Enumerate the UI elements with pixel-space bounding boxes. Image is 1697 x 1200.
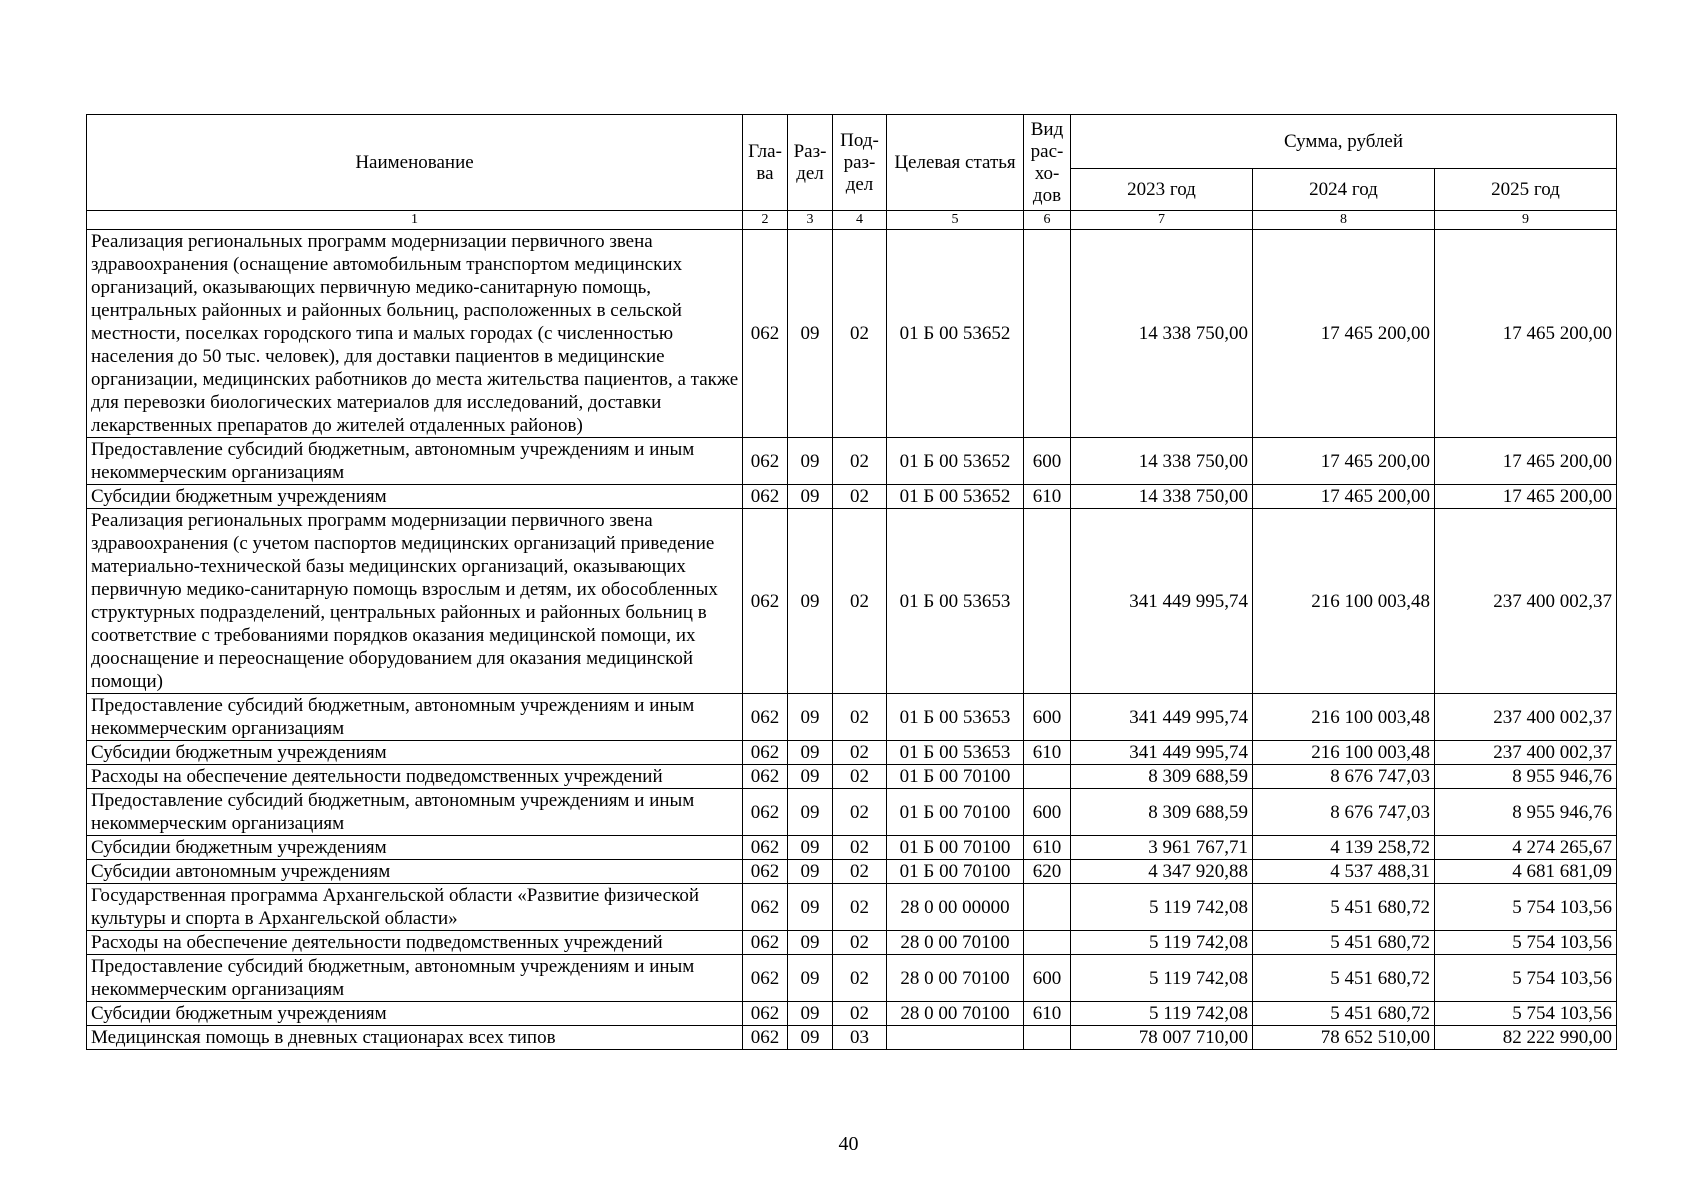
cell-sum-2023: 78 007 710,00 — [1071, 1026, 1253, 1050]
cell-name: Реализация региональных программ модернизации первичного звена здравоохранения (с учетом паспортов медицинских организаций приведение материально-технической базы медицинских организаций, оказывающих первичную медико-санитарную помощь взрослым и детям, их обособленных структурных подразделений, центральных районных и районных больниц в соответствие с требованиями порядков оказания медицинской помощи, их дооснащение и переоснащение оборудованием для оказания медицинской помощи) — [87, 509, 743, 694]
cell-sum-2025: 5 754 103,56 — [1435, 884, 1617, 931]
header-sum: Сумма, рублей — [1071, 115, 1617, 169]
cell-expense-type: 610 — [1024, 485, 1071, 509]
cell-sum-2025: 5 754 103,56 — [1435, 955, 1617, 1002]
cell-subsection: 02 — [833, 741, 887, 765]
cell-expense-type: 600 — [1024, 955, 1071, 1002]
cell-sum-2023: 5 119 742,08 — [1071, 1002, 1253, 1026]
cell-chapter: 062 — [743, 836, 788, 860]
cell-name: Медицинская помощь в дневных стационарах всех типов — [87, 1026, 743, 1050]
cell-sum-2023: 8 309 688,59 — [1071, 765, 1253, 789]
cell-sum-2025: 17 465 200,00 — [1435, 485, 1617, 509]
table-row — [87, 765, 1617, 789]
cell-sum-2023: 341 449 995,74 — [1071, 741, 1253, 765]
cell-target-article: 01 Б 00 53653 — [887, 509, 1024, 694]
table-row — [87, 789, 1617, 836]
cell-target-article: 01 Б 00 70100 — [887, 860, 1024, 884]
cell-section: 09 — [788, 230, 833, 438]
cell-target-article — [887, 1026, 1024, 1050]
cell-name: Реализация региональных программ модернизации первичного звена здравоохранения (оснащение автомобильным транспортом медицинских организаций, оказывающих первичную медико-санитарную помощь, центральных районных и районных больниц, расположенных в сельской местности, поселках городского типа и малых городах (с численностью населения до 50 тыс. человек), для доставки пациентов в медицинские организации, медицинских работников до места жительства пациентов, а также для перевозки биологических материалов для исследований, доставки лекарственных препаратов до жителей отдаленных районов) — [87, 230, 743, 438]
cell-target-article: 28 0 00 00000 — [887, 884, 1024, 931]
table-row — [87, 955, 1617, 1002]
cell-chapter: 062 — [743, 509, 788, 694]
cell-sum-2023: 341 449 995,74 — [1071, 509, 1253, 694]
cell-sum-2024: 216 100 003,48 — [1253, 694, 1435, 741]
cell-sum-2023: 3 961 767,71 — [1071, 836, 1253, 860]
cell-sum-2025: 8 955 946,76 — [1435, 789, 1617, 836]
cell-sum-2025: 237 400 002,37 — [1435, 694, 1617, 741]
cell-sum-2024: 17 465 200,00 — [1253, 485, 1435, 509]
cell-chapter: 062 — [743, 789, 788, 836]
cell-subsection: 02 — [833, 931, 887, 955]
cell-target-article: 01 Б 00 70100 — [887, 789, 1024, 836]
cell-subsection: 02 — [833, 485, 887, 509]
cell-chapter: 062 — [743, 485, 788, 509]
cell-name: Расходы на обеспечение деятельности подведомственных учреждений — [87, 765, 743, 789]
cell-chapter: 062 — [743, 230, 788, 438]
header-section: Раз-дел — [788, 115, 833, 211]
cell-chapter: 062 — [743, 694, 788, 741]
cell-section: 09 — [788, 931, 833, 955]
cell-section: 09 — [788, 789, 833, 836]
cell-target-article: 28 0 00 70100 — [887, 1002, 1024, 1026]
cell-sum-2023: 5 119 742,08 — [1071, 931, 1253, 955]
header-year-2024: 2024 год — [1253, 169, 1435, 211]
cell-subsection: 02 — [833, 955, 887, 1002]
table-row — [87, 509, 1617, 694]
cell-chapter: 062 — [743, 931, 788, 955]
cell-subsection: 02 — [833, 694, 887, 741]
cell-expense-type: 620 — [1024, 860, 1071, 884]
cell-section: 09 — [788, 438, 833, 485]
page-number: 40 — [838, 1133, 859, 1155]
cell-chapter: 062 — [743, 1026, 788, 1050]
cell-expense-type — [1024, 884, 1071, 931]
cell-sum-2024: 17 465 200,00 — [1253, 230, 1435, 438]
table-row — [87, 438, 1617, 485]
cell-expense-type — [1024, 230, 1071, 438]
cell-sum-2024: 4 537 488,31 — [1253, 860, 1435, 884]
cell-target-article: 28 0 00 70100 — [887, 955, 1024, 1002]
header-year-2025: 2025 год — [1435, 169, 1617, 211]
cell-sum-2024: 8 676 747,03 — [1253, 765, 1435, 789]
cell-sum-2024: 8 676 747,03 — [1253, 789, 1435, 836]
column-number: 3 — [788, 211, 833, 230]
cell-expense-type: 610 — [1024, 1002, 1071, 1026]
cell-subsection: 02 — [833, 789, 887, 836]
cell-target-article: 01 Б 00 53652 — [887, 438, 1024, 485]
cell-subsection: 02 — [833, 884, 887, 931]
table-row — [87, 741, 1617, 765]
table-row — [87, 1026, 1617, 1050]
cell-subsection: 02 — [833, 438, 887, 485]
header-name: Наименование — [87, 115, 743, 211]
column-number: 6 — [1024, 211, 1071, 230]
cell-name: Расходы на обеспечение деятельности подведомственных учреждений — [87, 931, 743, 955]
cell-subsection: 02 — [833, 509, 887, 694]
cell-sum-2024: 4 139 258,72 — [1253, 836, 1435, 860]
cell-subsection: 03 — [833, 1026, 887, 1050]
cell-sum-2023: 341 449 995,74 — [1071, 694, 1253, 741]
column-number: 7 — [1071, 211, 1253, 230]
cell-expense-type: 610 — [1024, 836, 1071, 860]
cell-sum-2025: 5 754 103,56 — [1435, 1002, 1617, 1026]
cell-section: 09 — [788, 765, 833, 789]
column-number: 9 — [1435, 211, 1617, 230]
table-row — [87, 836, 1617, 860]
cell-chapter: 062 — [743, 741, 788, 765]
cell-sum-2024: 216 100 003,48 — [1253, 741, 1435, 765]
cell-section: 09 — [788, 1002, 833, 1026]
cell-section: 09 — [788, 860, 833, 884]
cell-sum-2023: 14 338 750,00 — [1071, 438, 1253, 485]
cell-sum-2024: 78 652 510,00 — [1253, 1026, 1435, 1050]
cell-target-article: 01 Б 00 70100 — [887, 836, 1024, 860]
cell-section: 09 — [788, 1026, 833, 1050]
table-row — [87, 1002, 1617, 1026]
cell-sum-2025: 82 222 990,00 — [1435, 1026, 1617, 1050]
header-target-article: Целевая статья — [887, 115, 1024, 211]
table-row — [87, 931, 1617, 955]
cell-subsection: 02 — [833, 860, 887, 884]
cell-subsection: 02 — [833, 230, 887, 438]
column-number: 4 — [833, 211, 887, 230]
budget-table — [86, 114, 1617, 1050]
cell-name: Субсидии автономным учреждениям — [87, 860, 743, 884]
column-number-row — [87, 211, 1617, 230]
cell-sum-2025: 4 274 265,67 — [1435, 836, 1617, 860]
cell-sum-2023: 14 338 750,00 — [1071, 485, 1253, 509]
table-row — [87, 694, 1617, 741]
cell-sum-2023: 5 119 742,08 — [1071, 884, 1253, 931]
cell-sum-2025: 4 681 681,09 — [1435, 860, 1617, 884]
cell-sum-2025: 8 955 946,76 — [1435, 765, 1617, 789]
cell-name: Субсидии бюджетным учреждениям — [87, 836, 743, 860]
cell-target-article: 01 Б 00 53653 — [887, 694, 1024, 741]
cell-name: Предоставление субсидий бюджетным, автономным учреждениям и иным некоммерческим организациям — [87, 438, 743, 485]
cell-sum-2024: 5 451 680,72 — [1253, 931, 1435, 955]
cell-name: Предоставление субсидий бюджетным, автономным учреждениям и иным некоммерческим организациям — [87, 955, 743, 1002]
cell-target-article: 28 0 00 70100 — [887, 931, 1024, 955]
cell-section: 09 — [788, 955, 833, 1002]
cell-name: Субсидии бюджетным учреждениям — [87, 1002, 743, 1026]
cell-target-article: 01 Б 00 53653 — [887, 741, 1024, 765]
cell-sum-2024: 5 451 680,72 — [1253, 955, 1435, 1002]
table-row — [87, 485, 1617, 509]
column-number: 8 — [1253, 211, 1435, 230]
table-body — [87, 230, 1617, 1050]
cell-sum-2024: 5 451 680,72 — [1253, 1002, 1435, 1026]
cell-target-article: 01 Б 00 70100 — [887, 765, 1024, 789]
cell-chapter: 062 — [743, 884, 788, 931]
column-number: 5 — [887, 211, 1024, 230]
cell-sum-2025: 237 400 002,37 — [1435, 509, 1617, 694]
header-expense-type: Вид рас-хо-дов — [1024, 115, 1071, 211]
cell-sum-2024: 216 100 003,48 — [1253, 509, 1435, 694]
cell-section: 09 — [788, 741, 833, 765]
cell-chapter: 062 — [743, 765, 788, 789]
cell-sum-2025: 5 754 103,56 — [1435, 931, 1617, 955]
cell-subsection: 02 — [833, 765, 887, 789]
cell-sum-2025: 17 465 200,00 — [1435, 230, 1617, 438]
cell-sum-2024: 5 451 680,72 — [1253, 884, 1435, 931]
cell-section: 09 — [788, 836, 833, 860]
cell-section: 09 — [788, 884, 833, 931]
column-number: 2 — [743, 211, 788, 230]
cell-subsection: 02 — [833, 836, 887, 860]
cell-chapter: 062 — [743, 860, 788, 884]
cell-section: 09 — [788, 509, 833, 694]
table-row — [87, 884, 1617, 931]
cell-chapter: 062 — [743, 955, 788, 1002]
cell-subsection: 02 — [833, 1002, 887, 1026]
cell-sum-2023: 8 309 688,59 — [1071, 789, 1253, 836]
cell-sum-2025: 237 400 002,37 — [1435, 741, 1617, 765]
table-row — [87, 860, 1617, 884]
header-chapter: Гла-ва — [743, 115, 788, 211]
cell-expense-type — [1024, 1026, 1071, 1050]
cell-sum-2025: 17 465 200,00 — [1435, 438, 1617, 485]
cell-expense-type: 610 — [1024, 741, 1071, 765]
cell-name: Субсидии бюджетным учреждениям — [87, 485, 743, 509]
cell-expense-type: 600 — [1024, 789, 1071, 836]
cell-section: 09 — [788, 485, 833, 509]
cell-expense-type: 600 — [1024, 438, 1071, 485]
table-row — [87, 230, 1617, 438]
cell-expense-type — [1024, 509, 1071, 694]
cell-target-article: 01 Б 00 53652 — [887, 230, 1024, 438]
cell-chapter: 062 — [743, 1002, 788, 1026]
cell-chapter: 062 — [743, 438, 788, 485]
cell-expense-type — [1024, 765, 1071, 789]
cell-sum-2023: 14 338 750,00 — [1071, 230, 1253, 438]
cell-name: Государственная программа Архангельской области «Развитие физической культуры и спорта в Архангельской области» — [87, 884, 743, 931]
cell-name: Предоставление субсидий бюджетным, автономным учреждениям и иным некоммерческим организациям — [87, 694, 743, 741]
header-year-2023: 2023 год — [1071, 169, 1253, 211]
cell-expense-type: 600 — [1024, 694, 1071, 741]
column-number: 1 — [87, 211, 743, 230]
cell-sum-2023: 5 119 742,08 — [1071, 955, 1253, 1002]
header-subsection: Под-раз-дел — [833, 115, 887, 211]
cell-name: Предоставление субсидий бюджетным, автономным учреждениям и иным некоммерческим организациям — [87, 789, 743, 836]
cell-sum-2024: 17 465 200,00 — [1253, 438, 1435, 485]
cell-sum-2023: 4 347 920,88 — [1071, 860, 1253, 884]
cell-target-article: 01 Б 00 53652 — [887, 485, 1024, 509]
cell-expense-type — [1024, 931, 1071, 955]
cell-name: Субсидии бюджетным учреждениям — [87, 741, 743, 765]
cell-section: 09 — [788, 694, 833, 741]
